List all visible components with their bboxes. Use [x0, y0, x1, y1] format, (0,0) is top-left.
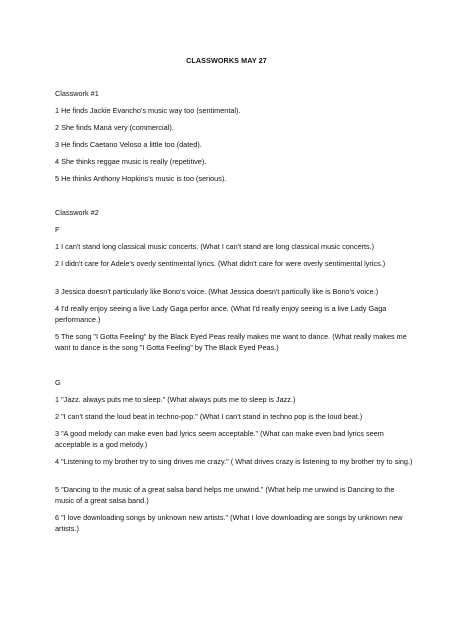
classwork1-item-4: 4 She thinks reggae music is really (repetitive).: [55, 157, 207, 166]
section-g-item-1: 1 "Jazz. always puts me to sleep." (What always puts me to sleep is Jazz.): [55, 395, 296, 404]
classwork1-heading: Classwork #1: [55, 89, 99, 98]
classwork1-item-5: 5 He thinks Anthony Hopkins's music is too (serious).: [55, 174, 227, 183]
classwork1-item-1: 1 He finds Jackie Evancho's music way too (sentimental).: [55, 106, 241, 115]
section-g-item-6: 6 "I love downloading songs by unknown new artists." (What I love downloading are songs by unknown new artists.): [55, 513, 403, 533]
section-g-label: G: [55, 378, 61, 387]
section-g-item-3: 3 "A good melody can make even bad lyrics seem acceptable." (What can make even bad lyrics seem acceptable is a god melody.): [55, 429, 384, 449]
page-title: CLASSWORKS MAY 27: [186, 56, 267, 65]
classwork1-item-2: 2 She finds Maná very (commercial).: [55, 123, 174, 132]
section-f-item-2: 2 I didn't care for Adele's overly sentimental lyrics. (What didn't care for were overly sentimental lyrics.): [55, 259, 386, 268]
section-f-item-1: 1 I can't stand long classical music concerts. (What I can't stand are long classical music concerts.): [55, 242, 375, 251]
section-g-item-5: 5 "Dancing to the music of a great salsa band helps me unwind." (What help me unwind is Dancing to the music of a great salsa band.): [55, 485, 395, 505]
classwork1-item-3: 3 He finds Caetano Veloso a little too (dated).: [55, 140, 202, 149]
section-g-item-2: 2 "I can't stand the loud beat in techno-pop." (What I can't stand in techno pop is the loud beat.): [55, 412, 363, 421]
classwork2-heading: Classwork #2: [55, 208, 99, 217]
section-f-label: F: [55, 225, 60, 234]
section-f-item-3: 3 Jessica doesn't particularly like Bono's voice. (What Jessica doesn't particully like is Bono's voice.): [55, 287, 379, 296]
section-f-item-5: 5 The song "I Gotta Feeling" by the Black Eyed Peas really makes me want to dance. (What really makes me want to dance is the song "I Gotta Feeling" by The Black Eyed Peas.): [55, 332, 407, 352]
section-f-item-4: 4 I'd really enjoy seeing a live Lady Gaga perfor ance. (What I'd really enjoy seeing is a live Lady Gaga performance.): [55, 304, 387, 324]
section-g-item-4: 4 "Listening to my brother try to sing drives me crazy." ( What drives crazy is listening to my brother try to sing.): [55, 457, 413, 466]
